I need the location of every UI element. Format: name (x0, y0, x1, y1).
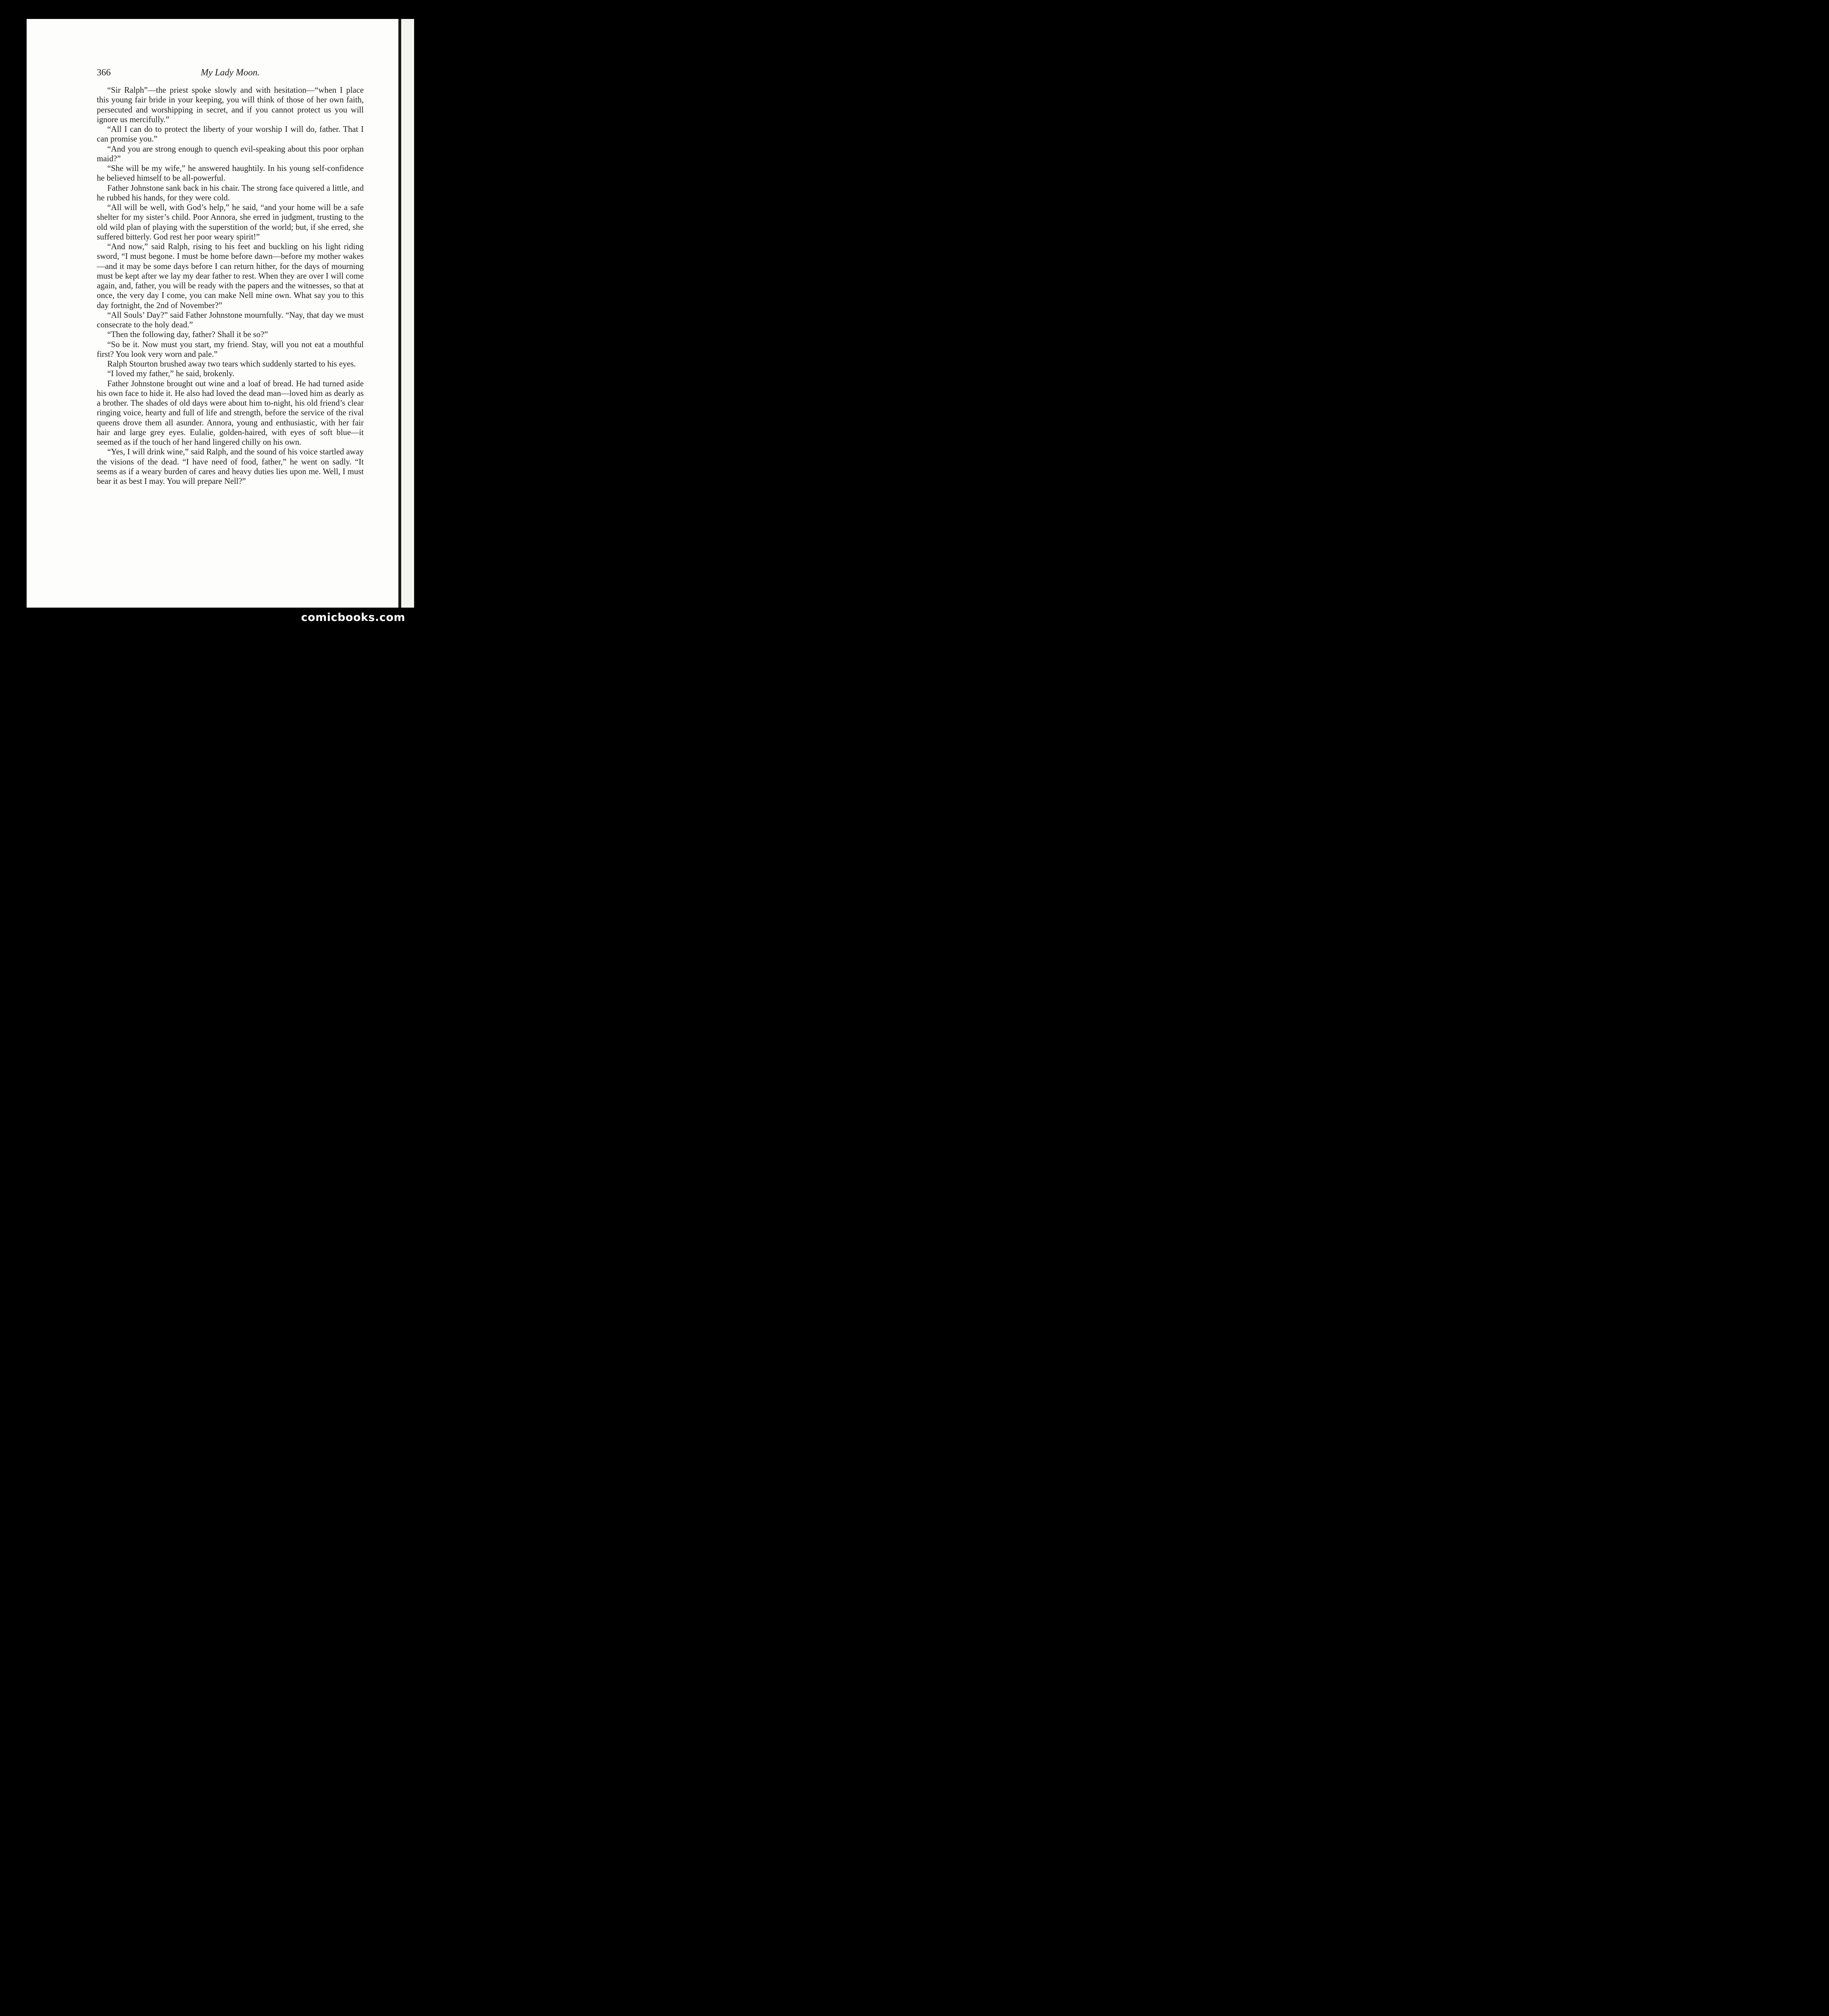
paragraph: “All Souls’ Day?” said Father Johnstone mournfully. “Nay, that day we must consecrate to the holy dead.” (97, 310, 364, 329)
paragraph: “All will be well, with God’s help,” he said, “and your home will be a safe shelter for my sister’s child. Poor Annora, she erred in judgment, trusting to the old wild plan of playing with the superstition of the world; but, if she erred, she suffered bitterly. God rest her poor weary spirit!” (97, 203, 364, 242)
paragraph: “I loved my father,” he said, brokenly. (107, 369, 235, 379)
paragraph: “So be it. Now must you start, my friend. Stay, will you not eat a mouthful first? You look very worn and pale.” (97, 340, 364, 359)
paragraph: Father Johnstone brought out wine and a loaf of bread. He had turned aside his own face to hide it. He also had loved the dead man—loved him as dearly as a brother. The shades of old days were about him to-night, his old friend’s clear ringing voice, hearty and full of life and strength, before the service of the rival queens drove them all asunder. Annora, young and enthusiastic, with her fair hair and large grey eyes. Eulalie, golden-haired, with eyes of soft blue—it seemed as if the touch of her hand lingered chilly on his own. (97, 379, 364, 447)
paragraph: “All I can do to protect the liberty of your worship I will do, father. That I can promise you.” (97, 125, 364, 144)
paragraph: “Sir Ralph”—the priest spoke slowly and with hesitation—“when I place this young fair bride in your keeping, you will think of those of her own faith, persecuted and worshipping in secret, and if you cannot protect us you will ignore us mercifully.” (97, 86, 364, 124)
page-number: 366 (97, 67, 111, 77)
page-gutter-edge (398, 19, 401, 608)
paragraph: “And you are strong enough to quench evil-speaking about this poor orphan maid?” (97, 144, 364, 163)
paragraph: “Yes, I will drink wine,” said Ralph, and the sound of his voice startled away the visions of the dead. “I have need of food, father,” he went on sadly. “It seems as if a weary burden of cares and heavy duties lies upon me. Well, I must bear it as best I may. You will prepare Nell?” (97, 448, 364, 486)
paragraph: Ralph Stourton brushed away two tears which suddenly started to his eyes. (107, 360, 356, 369)
watermark: comicbooks.com (301, 611, 405, 624)
running-title: My Lady Moon. (200, 67, 260, 77)
paragraph: “And now,” said Ralph, rising to his feet and buckling on his light riding sword, “I must begone. I must be home before dawn—before my mother wakes—and it may be some days before I can return hither, for the days of mourning must be kept after we lay my dear father to rest. When they are over I will come again, and, father, you will be ready with the papers and the witnesses, so that at once, the very day I come, you can make Nell mine own. What say you to this day fortnight, the 2nd of November?” (97, 242, 364, 310)
body-text (97, 85, 364, 486)
facing-page-edge (401, 19, 414, 608)
page-header (97, 67, 364, 81)
paragraph: “Then the following day, father? Shall it be so?” (107, 330, 268, 339)
paragraph: Father Johnstone sank back in his chair. The strong face quivered a little, and he rubbed his hands, for they were cold. (97, 183, 364, 202)
paragraph: “She will be my wife,” he answered haughtily. In his young self-confidence he believed himself to be all-powerful. (97, 164, 364, 183)
